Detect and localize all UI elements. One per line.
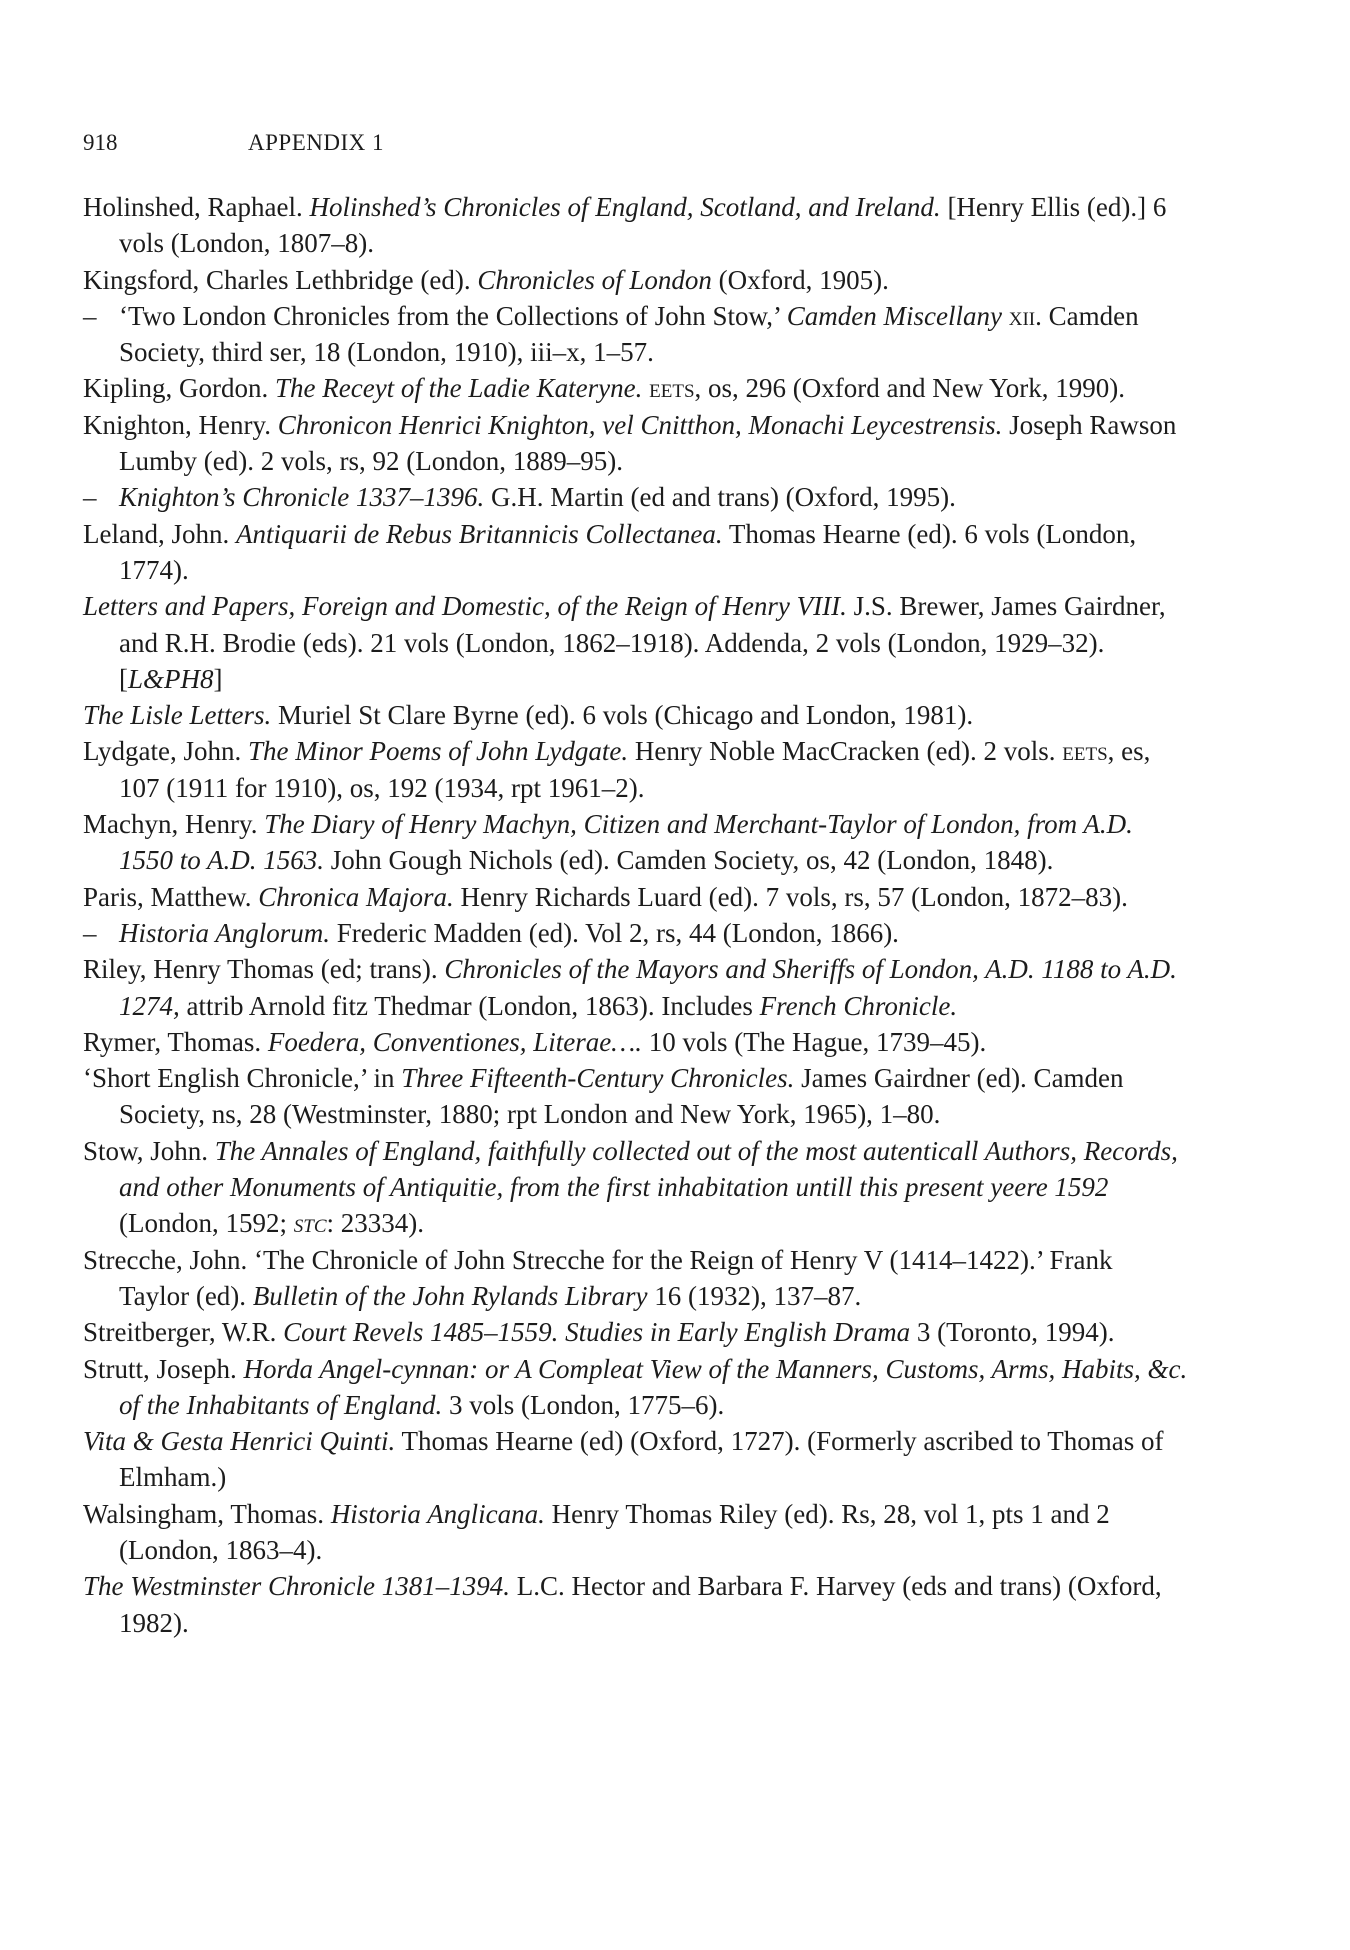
bibliography-entry [83, 189, 1188, 262]
italic-title-text: Horda Angel-cynnan: or A Compleat View of the Manners, Customs, Arms, Habits, &c. of the Inhabitants of England. [119, 1353, 1188, 1420]
entry-text: , es, 107 (1911 for 1910), os, 192 (1934, rpt 1961–2). [119, 736, 1151, 803]
bibliography-entry [83, 879, 1188, 915]
italic-title-text: Chronica Majora. [258, 881, 454, 912]
italic-title-text: The Lisle Letters. [83, 700, 272, 731]
bibliography-entry-continuation [83, 479, 1188, 515]
ditto-dash: – [83, 482, 97, 513]
entry-text: Kingsford, Charles Lethbridge (ed). [83, 264, 478, 295]
entry-text: Walsingham, Thomas. [83, 1498, 331, 1529]
bibliography-list [83, 189, 1188, 1641]
italic-title-text: Court Revels 1485–1559. Studies in Early English Drama [283, 1317, 911, 1348]
italic-title-text: Letters and Papers, Foreign and Domestic, of the Reign of Henry VIII. [83, 591, 847, 622]
italic-title-text: Camden Miscellany [786, 300, 1002, 331]
bibliography-entry [83, 1496, 1188, 1569]
italic-title-text: Chronicles of the Mayors and Sheriffs of London, A.D. 1188 to A.D. 1274, [119, 954, 1177, 1021]
italic-title-text: Historia Anglorum. [119, 917, 331, 948]
ditto-dash: – [83, 300, 97, 331]
entry-text: 3 (Toronto, 1994). [910, 1317, 1115, 1348]
entry-text: Leland, John. [83, 518, 236, 549]
entry-text: Muriel St Clare Byrne (ed). 6 vols (Chicago and London, 1981). [271, 700, 974, 731]
bibliography-entry [83, 951, 1188, 1024]
italic-title-text: Holinshed’s Chronicles of England, Scotland, and Ireland. [309, 192, 941, 222]
entry-text: John Gough Nichols (ed). Camden Society, os, 42 (London, 1848). [324, 845, 1054, 876]
entry-text: (Oxford, 1905). [711, 264, 889, 295]
italic-title-text: The Annales of England, faithfully collected out of the most autenticall Authors, Records, and other Monuments of Antiquitie, from the first inhabitation untill this present yeere 1592 [119, 1135, 1178, 1203]
italic-title-text: Three Fifteenth-Century Chronicles. [401, 1063, 795, 1094]
entry-text: Thomas Hearne (ed) (Oxford, 1727). (Formerly ascribed to Thomas of Elmham.) [119, 1426, 1164, 1493]
entry-text: Streitberger, W.R. [83, 1317, 284, 1348]
entry-text: Holinshed, Raphael. [83, 192, 310, 222]
entry-text: Kipling, Gordon. [83, 373, 275, 404]
entry-text: Lydgate, John. [83, 736, 248, 767]
entry-text: L.C. Hector and Barbara F. Harvey (eds and trans) (Oxford, 1982). [119, 1571, 1162, 1638]
bibliography-entry [83, 370, 1188, 406]
section-title: APPENDIX 1 [248, 130, 384, 155]
entry-text: Joseph Rawson Lumby (ed). 2 vols, rs, 92 (London, 1889–95). [119, 409, 1177, 477]
bibliography-entry [83, 697, 1188, 733]
italic-title-text: Chronicon Henrici Knighton, vel Cnitthon, Monachi Leycestrensis. [277, 409, 1003, 440]
entry-text: J.S. Brewer, James Gairdner, and R.H. Brodie (eds). 21 vols (London, 1862–1918). Addenda, 2 vols (London, 1929–32). [ [119, 591, 1166, 694]
entry-text: xii. [1001, 300, 1042, 331]
entry-text: Frederic Madden (ed). Vol 2, rs, 44 (London, 1866). [330, 917, 899, 948]
entry-text: Paris, Matthew. [83, 881, 259, 912]
ditto-dash: – [83, 917, 97, 948]
entry-text: G.H. Martin (ed and trans) (Oxford, 1995). [484, 482, 956, 513]
bibliography-entry [83, 806, 1188, 879]
entry-text: Camden Society, third ser, 18 (London, 1910), iii–x, 1–57. [119, 300, 1139, 368]
entry-text: , os, 296 (Oxford and New York, 1990). [694, 373, 1126, 404]
entry-text: James Gairdner (ed). Camden Society, ns, 28 (Westminster, 1880; rpt London and New York, 1965), 1–80. [119, 1063, 1124, 1130]
italic-title-text: Foedera, Conventiones, Literae…. [267, 1026, 643, 1057]
entry-text: attrib Arnold fitz Thedmar (London, 1863). Includes [179, 990, 760, 1021]
italic-title-text: The Receyt of the Ladie Kateryne. [275, 373, 643, 404]
entry-text: ] [213, 663, 223, 694]
bibliography-entry-continuation [83, 915, 1188, 951]
italic-title-text: Antiquarii de Rebus Britannicis Collectanea. [235, 518, 723, 549]
entry-text: Riley, Henry Thomas (ed; trans). [83, 954, 445, 985]
bibliography-entry [83, 1351, 1188, 1424]
bibliography-entry [83, 1060, 1188, 1133]
entry-text: 3 vols (London, 1775–6). [442, 1389, 725, 1420]
bibliography-entry [83, 1314, 1188, 1350]
italic-title-text: Knighton’s Chronicle 1337–1396. [119, 482, 485, 513]
entry-text: Knighton, Henry. [83, 409, 278, 440]
entry-text: Strecche, John. ‘The Chronicle of John Strecche for the Reign of Henry V (1414–1422).’ Frank Taylor (ed). [83, 1244, 1113, 1311]
entry-text: stc [293, 1208, 327, 1239]
entry-text: eets [642, 373, 695, 404]
bibliography-entry [83, 1024, 1188, 1060]
entry-text: Rymer, Thomas. [83, 1026, 268, 1057]
italic-title-text: Historia Anglicana. [330, 1498, 545, 1529]
italic-title-text: Vita & Gesta Henrici Quinti. [83, 1426, 396, 1457]
entry-text: Henry Thomas Riley (ed). Rs, 28, vol 1, pts 1 and 2 (London, 1863–4). [119, 1498, 1110, 1565]
entry-text: (London, 1592; [119, 1208, 294, 1239]
bibliography-entry [83, 262, 1188, 298]
entry-text: Henry Noble MacCracken (ed). 2 vols. [628, 736, 1063, 767]
page-number: 918 [83, 130, 118, 155]
entry-text: Stow, John. [83, 1135, 215, 1166]
entry-text: Strutt, Joseph. [83, 1353, 244, 1384]
entry-text: ‘Short English Chronicle,’ in [83, 1063, 402, 1094]
italic-title-text: The Diary of Henry Machyn, Citizen and Merchant-Taylor of London, from A.D. 1550 to A.D. 1563. [119, 809, 1133, 876]
entry-text: 16 (1932), 137–87. [647, 1280, 862, 1311]
entry-text: Thomas Hearne (ed). 6 vols (London, 1774). [119, 518, 1137, 585]
entry-text: [Henry Ellis (ed).] 6 vols (London, 1807–8). [119, 192, 1167, 259]
entry-text: : 23334). [326, 1208, 424, 1239]
entry-text: Henry Richards Luard (ed). 7 vols, rs, 57 (London, 1872–83). [453, 881, 1128, 912]
bibliography-entry [83, 1133, 1188, 1242]
italic-title-text: L&PH8 [128, 663, 214, 694]
entry-text: Machyn, Henry. [83, 809, 265, 840]
italic-title-text: Bulletin of the John Rylands Library [252, 1280, 648, 1311]
bibliography-entry [83, 733, 1188, 806]
entry-text: 10 vols (The Hague, 1739–45). [642, 1026, 987, 1057]
italic-title-text: French Chronicle. [759, 990, 958, 1021]
bibliography-entry [83, 1423, 1188, 1496]
italic-title-text: Chronicles of London [477, 264, 712, 295]
italic-title-text: The Westminster Chronicle 1381–1394. [83, 1571, 510, 1602]
bibliography-entry [83, 516, 1188, 589]
running-head [83, 128, 384, 158]
bibliography-entry [83, 1568, 1188, 1641]
italic-title-text: The Minor Poems of John Lydgate. [247, 736, 629, 767]
bibliography-entry-continuation [83, 298, 1188, 371]
bibliography-entry [83, 588, 1188, 697]
bibliography-entry [83, 407, 1188, 480]
bibliography-entry [83, 1242, 1188, 1315]
entry-text: eets [1062, 736, 1108, 767]
entry-text: ‘Two London Chronicles from the Collections of John Stow,’ [119, 300, 787, 331]
